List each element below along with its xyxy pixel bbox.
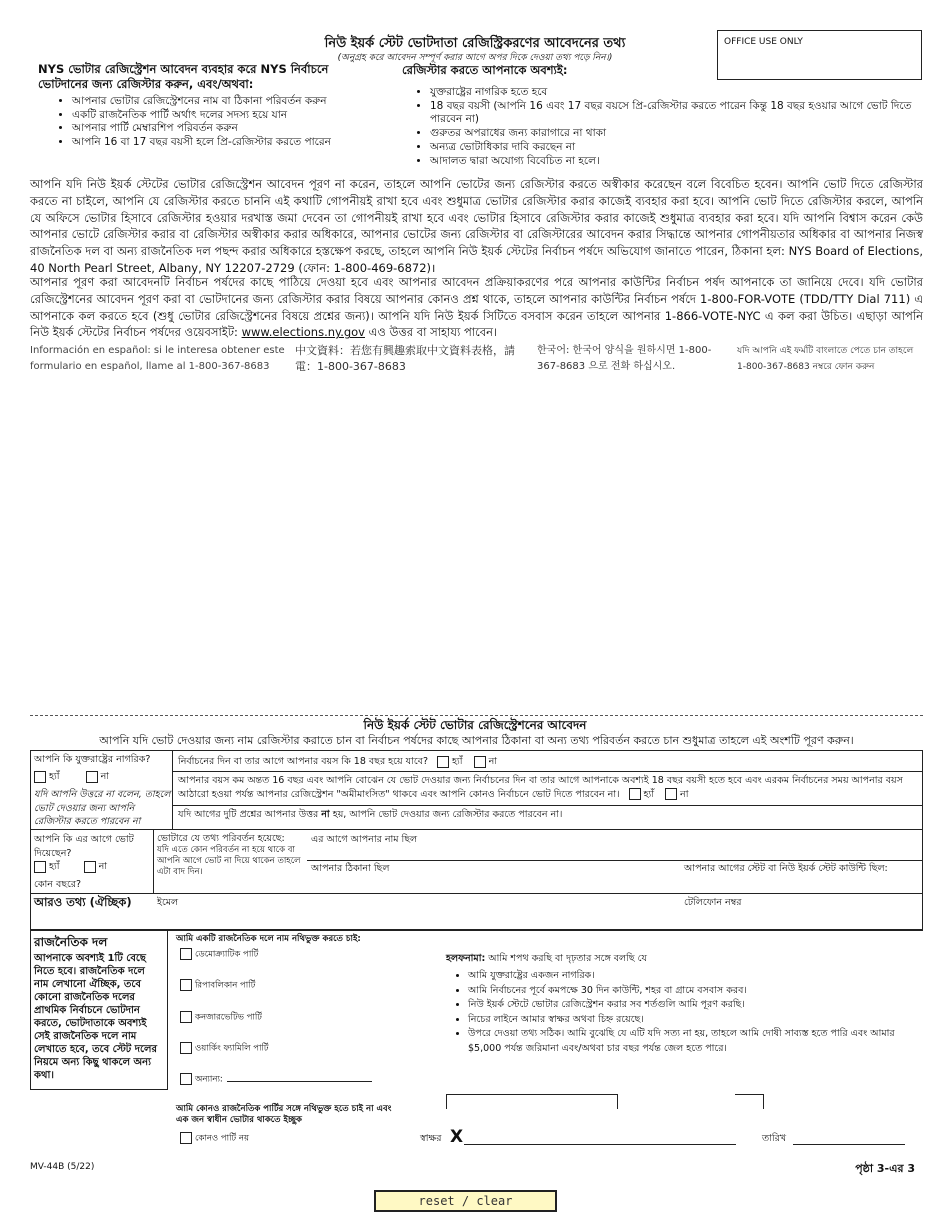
- citizen-yes-checkbox[interactable]: [34, 771, 46, 783]
- oath-label: হলফনামা:: [446, 953, 486, 964]
- enroll-heading: আমি একটি রাজনৈতিক দলে নাম নথিভুক্ত করতে চাই:: [176, 934, 361, 944]
- no-party-option[interactable]: [180, 1132, 249, 1145]
- divider: [172, 771, 923, 772]
- divider: [30, 829, 923, 830]
- form-subtitle: আপনি যদি ভোট দেওয়ার জন্য নাম রেজিস্টার করাতে চান বা নির্বাচন পর্ষদের কাছে আপনার ঠিকানা বা অন্য তথ্য পরিবর্তন করতে চান শুধুমাত্র তাহলে এই অংশটি পূরণ করুন।: [99, 734, 854, 747]
- list-item: • যুক্তরাষ্ট্রের নাগরিক হতে হবে: [430, 86, 913, 100]
- reset-button[interactable]: reset / clear: [374, 1190, 557, 1212]
- age-question-row: [178, 755, 918, 769]
- prev-name-label[interactable]: এর আগে আপনার নাম ছিল: [311, 834, 418, 845]
- info-paragraph-2-end: এও উত্তর বা সাহায্য পাবেন।: [365, 325, 498, 340]
- age-question: নির্বাচনের দিন বা তার আগে আপনার বয়স কি 18 বছর হয়ে যাবে?: [178, 756, 428, 767]
- list-item: • 18 বছর বয়সী (আপনি 16 এবং 17 বছর বয়সে প্রি-রেজিস্টার করতে পারেন কিন্তু 18 বছর হওয়ার আগে ভোট দিতে পারবেন না): [430, 100, 913, 127]
- voted-before-question: আপনি কি এর আগে ভোট দিয়েছেন?: [34, 834, 134, 859]
- age-warning-c: হয়, আপনি ভোট দেওয়ার জন্য রেজিস্টার করতে পারবেন না।: [329, 809, 563, 820]
- list-item: • আদালত দ্বারা অযোগ্য বিবেচিত না হলে।: [430, 155, 913, 169]
- party-title: রাজনৈতিক দল: [34, 935, 108, 949]
- other-party-label: অন্যান্য:: [195, 1074, 223, 1085]
- other-party-input[interactable]: [227, 1081, 372, 1082]
- right-heading: রেজিস্টার করতে আপনাকে অবশ্যই:: [402, 63, 568, 77]
- voted-no-label: না: [98, 861, 108, 872]
- date-line[interactable]: [793, 1144, 905, 1145]
- cut-line: [30, 715, 923, 716]
- prereg-no-label: না: [680, 788, 689, 800]
- form-title: নিউ ইয়র্ক স্টেট ভোটার রেজিস্ট্রেশনের আবেদন: [363, 718, 587, 732]
- party-option[interactable]: [180, 1073, 395, 1086]
- conservative-checkbox[interactable]: [180, 1011, 192, 1023]
- office-use-box: [717, 30, 922, 80]
- left-heading: NYS ভোটার রেজিস্ট্রেশন আবেদন ব্যবহার করে NYS নির্বাচনে ভোটদানের জন্য রেজিস্টার করুন, এবং/অথবা:: [38, 62, 329, 91]
- divider: [172, 805, 923, 806]
- info-paragraph-2-text: আপনার পূরণ করা আবেদনটি নির্বাচন পর্ষদের কাছে পাঠিয়ে দেওয়া হবে এবং আপনার আবেদন প্রক্রিয়াকরণের পরে আপনার কাউন্টির নির্বাচন পর্ষদ আপনাকে তা জানিয়ে দেবে। যদি ভোটার রেজিস্ট্রেশনের আবেদন পূরণ করা বা ভোটদানের জন্য রেজিস্টার করার বিষয়ে আপনার কোনও প্রশ্ন থাকে, তাহলে আপনার কাউন্টির নির্বাচন পর্ষদে 1-800-FOR-VOTE (TDD/TTY Dial 711) এ আপনাকে কল করতে হবে (শুধু ভোটার রেজিস্ট্রেশনের বিষয়ে প্রশ্নের জন্য)। আপনি যদি নিউ ইয়র্ক সিটিতে বসবাস করেন তাহলে আপনার 1-866-VOTE-NYC এ কল করা উচিত। এছাড়া আপনি নিউ ইয়র্ক স্টেটের নির্বাচন পর্ষদের ওয়েবসাইট:: [30, 275, 923, 340]
- prev-county-label[interactable]: আপনার আগের স্টেট বা নিউ ইয়র্ক স্টেট কাউন্টি ছিল:: [684, 863, 888, 874]
- age-yes-label: হ্যাঁ: [452, 756, 463, 767]
- age-warning: [178, 808, 913, 822]
- change-info-note: যদি এতে কোন পরিবর্তন না হয়ে থাকে বা আপনি আগে ভোট না দিয়ে থাকেন তাহলে এটা বাদ দিন।: [157, 845, 301, 877]
- info-paragraph-1: আপনি যদি নিউ ইয়র্ক স্টেটের ভোটার রেজিস্ট্রেশন আবেদন পূরণ না করেন, তাহলে আপনি ভোটের জন্য রেজিস্টার করতে অস্বীকার করেছেন বলে বিবেচিত হবেন। আপনি ভোট দিতে রেজিস্টার করতে না চাইলে, আপনি যে রেজিস্টার করতে চাননি এই কথাটি গোপনীয়ই রাখা হবে এবং শুধুমাত্র ভোটার রেজিস্টার করার কাজেই ব্যবহার করা হবে। আপনি ভোট দিতে রেজিস্টার করলে, আপনি যে অফিসে ভোটার হিসাবে রেজিস্টার হওয়ার দরখাস্ত জমা দেবেন তা গোপনীয়ই রাখা হবে এবং ভোটার হিসাবে রেজিস্টার করার কাজেই শুধুমাত্র ব্যবহার করা হবে। যদি আপনি বিশ্বাস করেন কেউ আপনার ভোটে রেজিস্টার করার বা রেজিস্টার অস্বীকার করার অধিকারে, আপনার ভোটের জন্য রেজিস্টার বা রেজিস্টারের আবেদন করার সিদ্ধান্তে আপনার গোপনীয়তার অধিকার বা আপনার নিজস্ব রাজনৈতিক দল বা অন্য রাজনৈতিক দল পছন্দ করার অধিকারে হস্তক্ষেপ করছে, তাহলে আপনি নিউ ইয়র্ক স্টেটের নির্বাচন পর্ষদে অভিযোগ জানাতে পারেন, ঠিকানা হল: NYS Board of Elections, 40 North Pearl Street, Albany, NY 12207-2729 (ফোন: 1-800-469-6872)।: [30, 177, 923, 275]
- elections-website-link[interactable]: www.elections.ny.gov: [241, 325, 365, 340]
- citizen-question: আপনি কি যুক্তরাষ্ট্রের নাগরিক?: [34, 754, 151, 765]
- oath-item: • উপরে দেওয়া তথ্য সঠিক। আমি বুঝেছি যে এটি যদি সত্য না হয়, তাহলে আমি দোষী সাব্যস্ত হতে পারি এবং আমার $5,000 পর্যন্ত জরিমানা এবং/অথবা চার বছর পর্যন্ত জেল হতে পারে।: [468, 1027, 914, 1056]
- chinese-info: 中文資料：若您有興趣索取中文資料表格，請電：1-800-367-8683: [295, 344, 515, 373]
- party-description: আপনাকে অবশ্যই 1টি বেছে নিতে হবে। রাজনৈতিক দলে নাম লেখানো ঐচ্ছিক, তবে কোনো রাজনৈতিক দলের প্রাথমিক নির্বাচনে ভোটদান করতে, ভোটদাতাকে অবশ্যই সেই রাজনৈতিক দলে নাম লেখাতে হবে, তবে স্টেট দলের নিয়মে অন্য কিছু থাকলে অন্য কথা।: [34, 953, 157, 1081]
- oath-list: [436, 969, 914, 1056]
- signature-x: X: [450, 1127, 464, 1147]
- signature-label: স্বাক্ষর: [420, 1133, 442, 1144]
- republican-label: রিপাবলিকান পার্টি: [195, 980, 256, 991]
- email-label[interactable]: ইমেল: [157, 897, 179, 908]
- date-label: তারিখ: [762, 1133, 787, 1144]
- working-families-label: ওয়ার্কিং ফ্যামিলি পার্টি: [195, 1043, 269, 1054]
- no-party-checkbox[interactable]: [180, 1132, 192, 1144]
- prereg-yes-label: হ্যাঁ: [643, 788, 655, 800]
- age-no-label: না: [488, 756, 497, 767]
- list-item: • আপনার পার্টি মেম্বারশিপ পরিবর্তন করুন: [72, 122, 370, 136]
- citizen-no-label: না: [100, 771, 110, 782]
- oath-item: • নিচের লাইনে আমার স্বাক্ষর অথবা চিহ্ন রয়েছে।: [468, 1013, 914, 1028]
- democratic-label: ডেমোক্র্যাটিক পার্টি: [195, 949, 259, 960]
- voted-yes-label: হ্যাঁ: [49, 861, 60, 872]
- page-title: নিউ ইয়র্ক স্টেট ভোটদাতা রেজিস্ট্রিকরণের আবেদনের তথ্য: [324, 36, 626, 51]
- list-item: • একটি রাজনৈতিক পার্টি অর্থাৎ দলের সদস্য হয়ে যান: [72, 109, 370, 123]
- voted-no-checkbox[interactable]: [84, 861, 96, 873]
- signature-box-left: [446, 1094, 618, 1109]
- bengali-info: যদি আপনি এই ফর্মটি বাংলাতে পেতে চান তাহলে 1-800-367-8683 নম্বরে ফোন করুন: [737, 346, 914, 372]
- other-party-checkbox[interactable]: [180, 1073, 192, 1085]
- divider: [153, 830, 154, 893]
- spanish-info: Información en español: si le interesa obtener este formulario en español, llame al 1-800-367-8683: [30, 345, 285, 372]
- age-preregister-row: [178, 774, 913, 801]
- age-preregister-text: আপনার বয়স কম অন্তত 16 বছর এবং আপনি বোঝেন যে ভোট দেওয়ার জন্য নির্বাচনের দিন বা তার আগে আপনাকে অবশ্যই 18 বছর বয়সী হতে হবে এবং এরকম নির্বাচনের সময় আপনার বয়স আঠারো হওয়া পর্যন্ত আপনার রেজিস্ট্রেশন "অমীমাংসিত" থাকবে এবং আপনি কোনও নির্বাচনে ভোট দিতে পারবেন না।: [178, 775, 903, 800]
- citizen-note: যদি আপনি উত্তরে না বলেন, তাহলে ভোট দেওয়ার জন্য আপনি রেজিস্টার করতে পারবেন না: [34, 789, 171, 827]
- age-yes-checkbox[interactable]: [437, 756, 449, 768]
- citizen-yes-label: হ্যাঁ: [49, 771, 60, 782]
- oath-item: • আমি যুক্তরাষ্ট্রের একজন নাগরিক।: [468, 969, 914, 984]
- divider: [30, 893, 923, 894]
- party-option[interactable]: [180, 1042, 269, 1055]
- age-warning-b: না: [321, 809, 330, 820]
- signature-box-right: [735, 1094, 764, 1109]
- phone-label[interactable]: টেলিফোন নম্বর: [684, 897, 742, 908]
- conservative-label: কনজারভেটিভ পার্টি: [195, 1012, 262, 1023]
- voted-before-options: [34, 860, 107, 874]
- party-option[interactable]: [180, 948, 258, 961]
- more-info-label: আরও তথ্য (ঐচ্ছিক): [34, 895, 132, 909]
- republican-checkbox[interactable]: [180, 979, 192, 991]
- oath-item: • আমি নির্বাচনের পূর্বে কমপক্ষে 30 দিন কাউন্টি, শহর বা গ্রামে বসবাস করব।: [468, 984, 914, 999]
- page-subtitle: (অনুগ্রহ করে আবেদন সম্পূর্ণ করার আগে অপর দিকে দেওয়া তথ্য পড়ে নিন।): [337, 53, 613, 63]
- page-number: পৃষ্ঠা 3-এর 3: [855, 1162, 915, 1175]
- citizen-options: [34, 770, 109, 784]
- prereg-no-checkbox[interactable]: [665, 788, 677, 800]
- age-no-checkbox[interactable]: [474, 756, 486, 768]
- info-paragraph-2: [30, 274, 923, 341]
- party-option[interactable]: [180, 979, 255, 992]
- no-party-heading: আমি কোনও রাজনৈতিক পার্টির সঙ্গে নথিভুক্ত হতে চাই না এবং এক জন স্বাধীন ভোটার থাকতে ইচ্ছুক: [176, 1104, 392, 1125]
- form-code: MV-44B (5/22): [30, 1162, 95, 1172]
- party-option[interactable]: [180, 1011, 262, 1024]
- divider: [172, 750, 173, 830]
- working-families-checkbox[interactable]: [180, 1042, 192, 1054]
- no-party-label: কোনও পার্টি নয়: [195, 1133, 249, 1144]
- prereg-yes-checkbox[interactable]: [629, 788, 641, 800]
- prev-address-label[interactable]: আপনার ঠিকানা ছিল: [311, 863, 390, 874]
- voted-yes-checkbox[interactable]: [34, 861, 46, 873]
- citizen-no-checkbox[interactable]: [86, 771, 98, 783]
- list-item: • আপনার ভোটার রেজিস্ট্রেশনের নাম বা ঠিকানা পরিবর্তন করুন: [72, 95, 370, 109]
- signature-line[interactable]: [464, 1144, 736, 1145]
- change-info-label: ভোটারে যে তথ্য পরিবর্তন হয়েছে:: [157, 833, 285, 844]
- list-item: • আপনি 16 বা 17 বছর বয়সী হলে প্রি-রেজিস্টার করতে পারেন: [72, 136, 370, 150]
- oath-item: • নিউ ইয়র্ক স্টেটে ভোটার রেজিস্ট্রেশন করার সব শর্তগুলি আমি পূরণ করছি।: [468, 998, 914, 1013]
- korean-info: 한국어: 한국어 양식을 원하시면 1-800-367-8683 으로 전화 하십시오.: [537, 345, 712, 372]
- oath-intro: [446, 952, 916, 966]
- which-year-label: কোন বছরে?: [34, 879, 82, 890]
- office-use-label: OFFICE USE ONLY: [724, 37, 803, 47]
- age-warning-a: যদি আগের দুটি প্রশ্নের আপনার উত্তর: [178, 809, 322, 820]
- left-list: [40, 95, 370, 150]
- democratic-checkbox[interactable]: [180, 948, 192, 960]
- list-item: • অন্যত্র ভোটাধিকার দাবি করছেন না: [430, 141, 913, 155]
- oath-intro-text: আমি শপথ করছি বা দৃঢ়তার সঙ্গে বলছি যে: [485, 953, 647, 964]
- right-list: [398, 86, 913, 168]
- list-item: • গুরুতর অপরাধের জন্য কারাগারে না থাকা: [430, 127, 913, 141]
- divider: [307, 860, 923, 861]
